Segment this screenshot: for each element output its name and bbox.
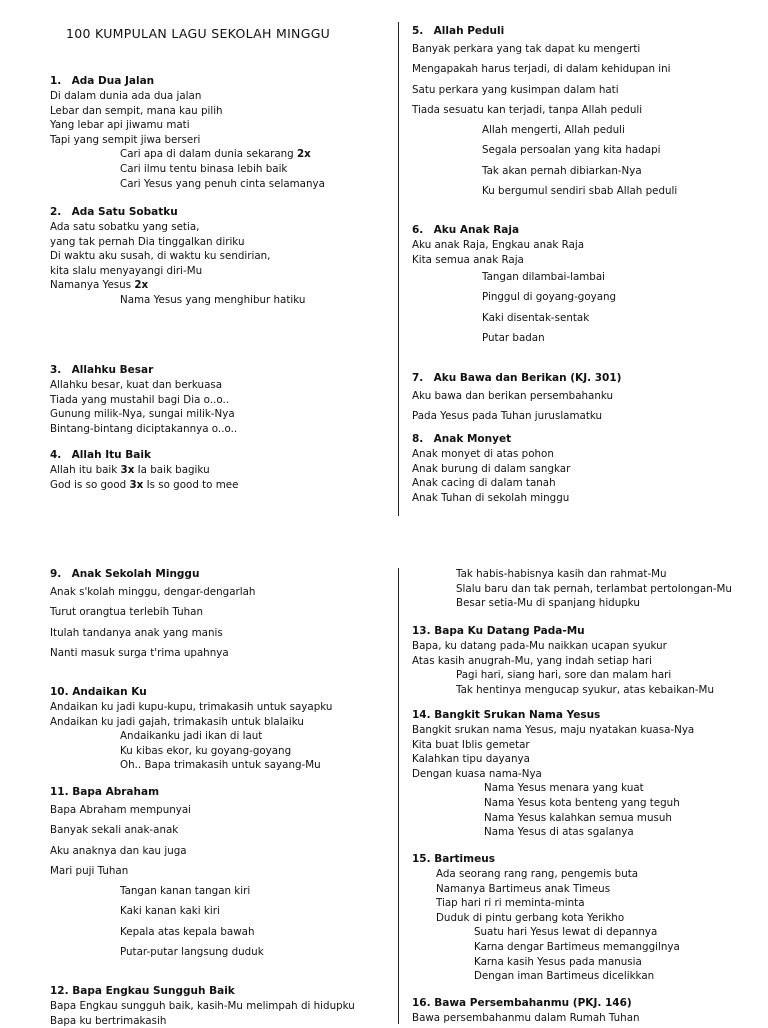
song-title: [412, 996, 762, 1011]
lyric-text: Mari puji Tuhan: [50, 864, 129, 877]
document-page-2: [0, 562, 768, 1027]
lyric-text: Besar setia-Mu di spanjang hidupku: [456, 597, 640, 610]
lyric-line: [50, 220, 390, 235]
lyric-line: [50, 841, 390, 861]
song-title-text: Andaikan Ku: [72, 686, 147, 698]
lyric-line: [50, 623, 390, 643]
lyric-line: [412, 723, 762, 738]
lyric-line: [412, 811, 762, 826]
lyric-line: [412, 925, 762, 940]
lyric-text: Nama Yesus menara yang kuat: [484, 782, 644, 795]
song-title: [412, 24, 762, 39]
song-block: [412, 371, 762, 427]
lyric-line: [50, 378, 390, 393]
lyric-line: [412, 683, 762, 698]
song-number: 4.: [50, 449, 62, 461]
song-title: [50, 205, 390, 220]
lyric-text: Bapa, ku datang pada-Mu naikkan ucapan syukur: [412, 640, 667, 652]
lyric-line: [50, 861, 390, 881]
lyric-line: [412, 39, 762, 59]
lyric-line: [412, 447, 762, 462]
lyric-line: [50, 162, 390, 177]
lyric-text: Anak s'kolah minggu, dengar-dengarlah: [50, 586, 256, 598]
lyric-line: [412, 238, 762, 253]
lyric-text: Nama Yesus di atas sgalanya: [484, 826, 634, 839]
song-number: 2.: [50, 206, 62, 218]
song-title-text: Aku Bawa dan Berikan (KJ. 301): [433, 372, 622, 384]
repeat-marker: 3x: [120, 464, 135, 476]
repeat-marker: 2x: [134, 279, 149, 292]
lyric-text: Karna kasih Yesus pada manusia: [474, 955, 642, 968]
lyric-line: [50, 1014, 390, 1028]
lyric-text: Turut orangtua terlebih Tuhan: [50, 606, 203, 619]
lyric-text: Anak burung di dalam sangkar: [412, 462, 571, 475]
song-number: 14.: [412, 709, 431, 721]
song-block: [412, 24, 762, 201]
lyric-line: [412, 796, 762, 811]
lyric-line: [412, 596, 762, 611]
song-number: 9.: [50, 568, 62, 580]
lyric-text: Tiada yang mustahil bagi Dia o..o..: [50, 393, 230, 406]
lyric-text: God is so good: [50, 478, 127, 491]
song-title-text: Bangkit Srukan Nama Yesus: [434, 709, 601, 721]
song-title-text: Bawa Persembahanmu (PKJ. 146): [434, 997, 632, 1009]
lyric-text: Di dalam dunia ada dua jalan: [50, 90, 202, 102]
lyric-text: Pinggul di goyang-goyang: [482, 291, 617, 304]
lyric-line: [50, 249, 390, 264]
lyric-text: Aku anaknya dan kau juga: [50, 844, 187, 857]
lyric-line: [50, 147, 390, 162]
lyric-line: [50, 820, 390, 840]
song-number: 10.: [50, 686, 69, 698]
song-number: 6.: [412, 224, 424, 236]
lyric-line: [412, 80, 762, 100]
lyric-line: [412, 955, 762, 970]
lyric-line: [50, 407, 390, 422]
lyric-text: Andaikanku jadi ikan di laut: [120, 730, 263, 743]
song-title: [412, 223, 762, 238]
lyric-line: [50, 89, 390, 104]
lyric-line: [412, 406, 762, 426]
lyric-text: Ada satu sobatku yang setia,: [50, 221, 200, 233]
lyric-line: [412, 767, 762, 782]
lyric-line: [412, 328, 762, 348]
lyric-line: [50, 177, 390, 192]
lyric-text: Tapi yang sempit jiwa berseri: [50, 133, 201, 146]
lyric-line: [50, 643, 390, 663]
lyric-text: Kita buat Iblis gemetar: [412, 738, 530, 751]
lyric-line: [412, 161, 762, 181]
lyric-line: [412, 781, 762, 796]
lyric-text: Allah mengerti, Allah peduli: [482, 124, 625, 137]
lyric-text: Banyak sekali anak-anak: [50, 824, 179, 837]
lyric-line: [50, 264, 390, 279]
lyric-text: Slalu baru dan tak pernah, terlambat pertolongan-Mu: [456, 582, 732, 595]
lyric-text: Tak hentinya mengucap syukur, atas kebaikan-Mu: [456, 683, 714, 696]
lyric-text: Bapa Abraham mempunyai: [50, 804, 192, 816]
song-title-text: Aku Anak Raja: [433, 224, 520, 236]
lyric-line: [412, 911, 762, 926]
lyric-text: Nama Yesus kota benteng yang teguh: [484, 796, 680, 809]
song-title: [412, 624, 762, 639]
song-title: [412, 852, 762, 867]
song-continuation: [412, 567, 762, 611]
lyric-text: Putar-putar langsung duduk: [120, 946, 264, 959]
lyric-line: [50, 881, 390, 901]
song-title-text: Bartimeus: [434, 853, 495, 865]
song-title-text: Ada Dua Jalan: [71, 75, 155, 87]
lyric-line: [412, 491, 762, 506]
lyric-text: Kaki disentak-sentak: [482, 311, 590, 324]
song-block: [412, 624, 762, 697]
lyric-text: Tangan dilambai-lambai: [482, 271, 605, 284]
lyric-text: kita slalu menyayangi diri-Mu: [50, 264, 203, 277]
lyric-line: [412, 287, 762, 307]
lyric-text: Itulah tandanya anak yang manis: [50, 626, 223, 639]
lyric-line: [50, 744, 390, 759]
lyric-text: Anak Tuhan di sekolah minggu: [412, 491, 570, 504]
lyric-text: Kaki kanan kaki kiri: [120, 905, 220, 918]
song-number: 5.: [412, 25, 424, 37]
lyric-line: [50, 942, 390, 962]
lyric-text: Kepala atas kepala bawah: [120, 925, 255, 938]
lyric-text: Banyak perkara yang tak dapat ku mengerti: [412, 43, 641, 55]
lyric-text: Is so good to mee: [143, 478, 239, 491]
lyric-text: Tiap hari ri ri meminta-minta: [436, 897, 585, 910]
lyric-text: Cari Yesus yang penuh cinta selamanya: [120, 177, 325, 190]
lyric-line: [50, 118, 390, 133]
lyric-text: Segala persoalan yang kita hadapi: [482, 144, 661, 157]
lyric-text: Nama Yesus kalahkan semua musuh: [484, 811, 672, 824]
lyric-text: Namanya Yesus: [50, 279, 132, 292]
song-block: [50, 205, 390, 308]
lyric-text: Tiada sesuatu kan terjadi, tanpa Allah peduli: [412, 103, 643, 116]
lyric-text: Suatu hari Yesus lewat di depannya: [474, 926, 658, 939]
lyric-line: [50, 922, 390, 942]
lyric-text: Karna dengar Bartimeus memanggilnya: [474, 940, 680, 953]
lyric-line: [50, 478, 390, 493]
lyric-text: Gunung milik-Nya, sungai milik-Nya: [50, 408, 235, 421]
lyric-line: [50, 999, 390, 1014]
lyric-line: [50, 715, 390, 730]
song-block: [50, 567, 390, 663]
lyric-line: [412, 140, 762, 160]
lyric-text: Pagi hari, siang hari, sore dan malam hari: [456, 669, 672, 682]
lyric-line: [412, 253, 762, 268]
lyric-line: [50, 422, 390, 437]
lyric-line: [50, 758, 390, 773]
lyric-line: [412, 668, 762, 683]
lyric-text: Bapa Engkau sungguh baik, kasih-Mu melimpah di hidupku: [50, 1000, 355, 1012]
lyric-line: [50, 278, 390, 293]
lyric-text: Anak cacing di dalam tanah: [412, 477, 556, 490]
lyric-text: Yang lebar api jiwamu mati: [50, 119, 190, 132]
column-divider: [398, 568, 399, 1024]
lyric-text: Satu perkara yang kusimpan dalam hati: [412, 83, 619, 96]
lyric-line: [50, 729, 390, 744]
lyric-line: [50, 393, 390, 408]
lyric-text: Andaikan ku jadi kupu-kupu, trimakasih untuk sayapku: [50, 701, 333, 713]
lyric-text: Ada seorang rang rang, pengemis buta: [436, 868, 639, 880]
song-title-text: Allah Itu Baik: [71, 449, 151, 461]
lyric-text: Anak monyet di atas pohon: [412, 448, 554, 460]
lyric-text: Mengapakah harus terjadi, di dalam kehidupan ini: [412, 63, 671, 76]
lyric-line: [50, 463, 390, 478]
column-divider: [398, 22, 399, 516]
lyric-line: [50, 293, 390, 308]
song-block: [412, 432, 762, 505]
lyric-line: [412, 181, 762, 201]
song-block: [412, 852, 762, 984]
lyric-line: [412, 825, 762, 840]
song-title: [412, 432, 762, 447]
song-title-text: Bapa Engkau Sungguh Baik: [72, 985, 235, 997]
lyric-text: Oh.. Bapa trimakasih untuk sayang-Mu: [120, 759, 321, 772]
lyric-text: Ku bergumul sendiri sbab Allah peduli: [482, 185, 678, 198]
lyric-line: [412, 738, 762, 753]
lyric-line: [412, 752, 762, 767]
lyric-text: Kita semua anak Raja: [412, 253, 524, 266]
lyric-text: Kalahkan tipu dayanya: [412, 753, 530, 766]
lyric-line: [412, 462, 762, 477]
song-title: [50, 363, 390, 378]
song-title: [50, 785, 390, 800]
lyric-line: [50, 104, 390, 119]
song-number: 1.: [50, 75, 62, 87]
lyric-text: Aku anak Raja, Engkau anak Raja: [412, 239, 585, 251]
song-title-text: Anak Monyet: [433, 433, 512, 445]
song-block: [50, 685, 390, 773]
lyric-line: [412, 567, 762, 582]
lyric-line: [50, 235, 390, 250]
lyric-text: Pada Yesus pada Tuhan juruslamatku: [412, 410, 603, 423]
lyric-line: [412, 120, 762, 140]
lyric-text: Allahku besar, kuat dan berkuasa: [50, 379, 223, 391]
lyric-text: Dengan kuasa nama-Nya: [412, 767, 542, 780]
song-number: 13.: [412, 625, 431, 637]
lyric-line: [50, 133, 390, 148]
repeat-marker: 2x: [297, 148, 311, 161]
lyric-text: Andaikan ku jadi gajah, trimakasih untuk blalaiku: [50, 715, 304, 728]
lyric-line: [50, 800, 390, 820]
song-number: 3.: [50, 364, 62, 376]
lyric-line: [412, 386, 762, 406]
lyric-text: Atas kasih anugrah-Mu, yang indah setiap hari: [412, 654, 653, 667]
lyric-line: [412, 940, 762, 955]
repeat-marker: 3x: [129, 478, 144, 491]
lyric-text: Di waktu aku susah, di waktu ku sendirian,: [50, 250, 271, 263]
song-number: 7.: [412, 372, 424, 384]
song-title-text: Allahku Besar: [71, 364, 154, 376]
song-title: [50, 984, 390, 999]
lyric-text: Cari apa di dalam dunia sekarang: [120, 148, 294, 161]
song-number: 16.: [412, 997, 431, 1009]
song-number: 15.: [412, 853, 431, 865]
lyric-text: Bintang-bintang diciptakannya o..o..: [50, 422, 238, 435]
lyric-line: [412, 896, 762, 911]
lyric-line: [412, 582, 762, 597]
lyric-line: [412, 639, 762, 654]
lyric-text: Tak habis-habisnya kasih dan rahmat-Mu: [456, 568, 667, 580]
lyric-text: Namanya Bartimeus anak Timeus: [436, 882, 611, 895]
song-title: [412, 371, 762, 386]
lyric-text: Allah itu baik: [50, 464, 118, 476]
lyric-line: [412, 654, 762, 669]
lyric-line: [412, 1011, 762, 1026]
song-block: [412, 223, 762, 348]
song-title: [50, 567, 390, 582]
lyric-line: [50, 582, 390, 602]
lyric-text: Tak akan pernah dibiarkan-Nya: [482, 164, 642, 177]
song-block: [412, 708, 762, 840]
lyric-text: Dengan iman Bartimeus dicelikkan: [474, 970, 655, 983]
lyric-text: Putar badan: [482, 332, 545, 345]
song-title: [50, 74, 390, 89]
song-title-text: Bapa Ku Datang Pada-Mu: [434, 625, 585, 637]
song-title: [50, 448, 390, 463]
song-number: 11.: [50, 786, 69, 798]
lyric-line: [412, 100, 762, 120]
document-title: 100 KUMPULAN LAGU SEKOLAH MINGGU: [66, 26, 331, 41]
lyric-text: Nanti masuk surga t'rima upahnya: [50, 646, 229, 659]
lyric-text: Nama Yesus yang menghibur hatiku: [120, 293, 306, 306]
lyric-text: Cari ilmu tentu binasa lebih baik: [120, 162, 288, 175]
lyric-line: [412, 476, 762, 491]
song-block: [50, 785, 390, 962]
lyric-text: Bapa ku bertrimakasih: [50, 1014, 167, 1027]
lyric-text: Lebar dan sempit, mana kau pilih: [50, 104, 223, 117]
lyric-line: [412, 59, 762, 79]
lyric-line: [412, 308, 762, 328]
song-title-text: Anak Sekolah Minggu: [71, 568, 200, 580]
lyric-text: Aku bawa dan berikan persembahanku: [412, 390, 614, 402]
song-number: 8.: [412, 433, 424, 445]
lyric-text: Ia baik bagiku: [134, 464, 210, 476]
song-block: [412, 996, 762, 1026]
lyric-line: [50, 602, 390, 622]
song-block: [50, 984, 390, 1028]
song-block: [50, 74, 390, 191]
lyric-line: [412, 867, 762, 882]
song-title-text: Bapa Abraham: [72, 786, 160, 798]
lyric-text: Duduk di pintu gerbang kota Yerikho: [436, 911, 625, 924]
lyric-line: [412, 969, 762, 984]
song-block: [50, 448, 390, 492]
lyric-text: yang tak pernah Dia tinggalkan diriku: [50, 235, 245, 248]
lyric-line: [50, 901, 390, 921]
song-title-text: Ada Satu Sobatku: [71, 206, 178, 218]
lyric-line: [412, 882, 762, 897]
lyric-text: Ku kibas ekor, ku goyang-goyang: [120, 744, 292, 757]
lyric-text: Tangan kanan tangan kiri: [120, 885, 251, 898]
song-number: 12.: [50, 985, 69, 997]
lyric-text: Bawa persembahanmu dalam Rumah Tuhan: [412, 1012, 640, 1024]
song-title-text: Allah Peduli: [433, 25, 505, 37]
lyric-text: Bangkit srukan nama Yesus, maju nyatakan kuasa-Nya: [412, 724, 695, 736]
lyric-line: [412, 267, 762, 287]
lyric-line: [50, 700, 390, 715]
song-title: [412, 708, 762, 723]
song-title: [50, 685, 390, 700]
song-block: [50, 363, 390, 436]
